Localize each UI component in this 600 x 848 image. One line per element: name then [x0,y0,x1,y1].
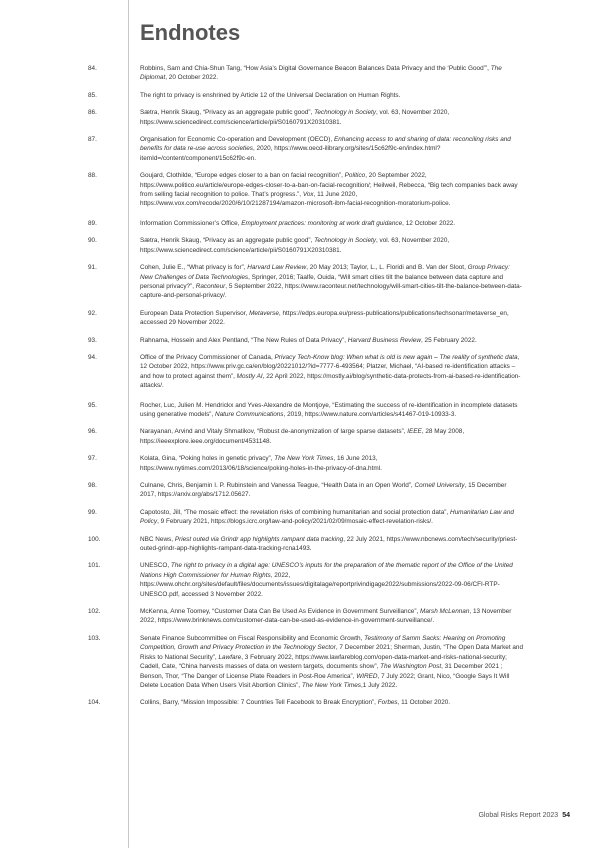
endnote-text [140,91,524,100]
endnote-number: 84. [88,65,97,72]
endnote-title-italic: Marsh McLennan [420,608,470,616]
endnote-text-segment: , 2019, https://www.nature.com/articles/s41467-019-10933-3. [283,410,457,418]
endnote-title-italic: Enhancing access to and sharing of data: reconciling risks and benefits for data re-use across societies [140,136,511,153]
endnote-title-italic: Forbes [377,699,398,707]
endnote-text-segment: , Springer, 2016; Taalfe, Ouida, “Will smart cities tilt the balance between data capture and personal privacy?”, [140,273,504,290]
endnote-text-segment: Information Commissioner’s Office, [140,219,242,227]
endnote-title-italic: Metaverse [249,309,279,317]
endnote-number: 96. [88,428,97,436]
endnote-text-segment: Goujard, Clothilde, “Europe edges closer to a ban on facial recognition”, [140,172,345,180]
endnote-item [88,263,524,301]
endnote-text-segment: , 7 July 2022; Grant, Nico, “Google Says It Will Delete Location Data When Users Visit Abortion Clinics”, [140,672,510,689]
endnote-text-segment: Cohen, Julie E., “What privacy is for”, [140,264,248,272]
endnote-text-segment: , 12 October 2022, https://www.priv.gc.ca/en/blog/20221012/?id=7777-6-493564; Platzer, Michael, “AI-based re-identification attacks – and how to protect against them”, [140,353,520,380]
endnote-item [88,607,524,626]
endnote-title-italic: Technology in Society [314,109,376,117]
endnote-number: 99. [88,508,97,516]
endnote-number: 103. [88,634,101,642]
endnote-text-segment: , 15 December 2017, https://arxiv.org/abs/1712.05627. [140,482,507,499]
endnote-title-italic: Employment practices: monitoring at work draft guidance [241,219,403,227]
endnote-text-segment: , 7 December 2021; Sherman, Justin, “The Open Data Market and Risks to National Security”, [140,644,524,661]
endnote-item [88,219,524,228]
endnote-text [140,535,524,554]
endnote-text-segment: , 9 February 2021, https://blogs.icrc.org/law-and-policy/2021/02/09/mosaic-effect-revelation-risks/. [157,518,433,526]
endnote-title-italic: Testimony of Samm Sacks: Hearing on Promoting Competition, Growth and Privacy Protection in the Technology Sector [140,634,506,652]
endnote-item [88,401,524,420]
endnote-title-italic: Mostly AI [236,372,263,380]
endnote-number: 97. [88,455,97,463]
endnote-item [88,236,524,255]
endnote-title-italic: The Diplomat [140,65,502,82]
endnote-title-italic: The right to privacy in a digital age: UNESCO’s inputs for the preparation of the thematic report of the Office of the United Nations High Commissioner for Human Rights [140,562,513,579]
endnote-text-segment: , 12 October 2022. [402,219,456,227]
endnote-text [140,698,524,707]
endnote-title-italic: Nature Communications [214,410,284,418]
endnote-text-segment: McKenna, Anne Toomey, “Customer Data Can Be Used As Evidence in Government Surveillance”, [140,608,421,616]
endnote-number: 91. [88,264,97,272]
endnote-text [140,135,524,163]
endnote-number: 93. [88,336,97,344]
endnote-text-segment: Office of the Privacy Commissioner of Canada, [140,353,275,361]
endnote-title-italic: Lawfare [218,653,242,661]
endnote-item [88,698,524,707]
endnote-title-italic: Privacy Tech-Know blog: When what is old is new again – The reality of synthetic data [274,353,518,361]
endnote-item [88,91,524,100]
endnote-item [88,108,524,127]
endnote-number: 95. [88,401,97,409]
endnote-item [88,508,524,527]
endnote-text [140,171,524,209]
endnote-text-segment: Organisation for Economic Co-operation and Development (OECD), [140,136,334,144]
endnote-text [140,508,524,527]
endnote-text-segment: , 20 May 2013; Taylor, L., L. Floridi and B. Van der Sloot, [306,264,468,272]
endnote-text-segment: Rocher, Luc, Julien M. Hendrickx and Yves-Alexandre de Montjoye, “Estimating the success of re-identification in incomplete datasets using generative models”, [140,401,518,418]
endnote-number: 92. [88,309,97,317]
endnote-number: 90. [88,237,97,245]
endnote-text-segment: Sætra, Henrik Skaug, “Privacy as an aggregate public good”, [140,109,315,117]
endnote-text-segment: , 11 June 2020, https://www.vox.com/recode/2020/6/10/21287194/amazon-microsoft-ibm-facial-recognition-moratorium-police. [140,191,451,208]
endnote-number: 88. [88,172,97,180]
endnote-title-italic: The New York Times [274,455,334,463]
endnote-number: 94. [88,353,97,361]
endnote-title-italic: Priest outed via Grindr app highlights rampant data tracking [174,535,344,543]
endnote-text-segment: , https://edps.europa.eu/press-publications/publications/techsonar/metaverse_en, accessed 29 November 2022. [140,309,509,327]
endnote-text-segment: Kolata, Gina, “Poking holes in genetic privacy”, [140,455,275,463]
endnote-text-segment: , 2020, https://www.oecd-ilibrary.org/sites/15c62f9c-en/index.html?itemId=/content/component/15c62f9c-en. [140,145,441,162]
endnotes-list [88,64,524,716]
endnote-text-segment: Culnane, Chris, Benjamin I. P. Rubinstein and Vanessa Teague, “Health Data in an Open World”, [140,482,415,489]
endnote-text [140,64,524,83]
endnote-text-segment: , 2022, https://www.ohchr.org/sites/default/files/documents/issues/digitalage/reportprivindigage2022/submissions/2022-09-06/CFI-RTP-UNESCO.pdf, accessed 3 November 2022. [140,571,500,598]
endnote-text-segment: Capotosto, Jill, “The mosaic effect: the revelation risks of combining humanitarian and social protection data”, [140,508,450,516]
endnote-title-italic: The New York Times [301,681,361,689]
endnote-text-segment: , 5 September 2022, https://www.raconteur.net/technology/will-smart-cities-tilt-the-balance-between-data-capture-and-personal-privacy/. [140,282,522,300]
page-number: 54 [562,812,570,819]
endnote-text [140,454,524,473]
endnote-number: 89. [88,219,97,227]
endnote-text-segment: , 13 November 2022, https://www.brinknews.com/customer-data-can-be-used-as-evidence-in-government-surveillance/. [140,608,512,625]
endnote-number: 87. [88,136,97,144]
endnote-text-segment: Rahnama, Hossein and Alex Pentland, “The New Rules of Data Privacy”, [140,336,348,344]
endnote-text [140,336,524,345]
endnote-text-segment: , 20 October 2022. [165,74,219,82]
endnote-item [88,135,524,163]
endnote-title-italic: Group Privacy: New Challenges of Data Technologies [140,264,510,281]
endnote-text-segment: ,1 July 2022. [361,681,398,689]
endnote-title-italic: The Washington Post [380,663,442,671]
endnote-item [88,353,524,391]
endnote-title-italic: Cornell University [414,482,465,489]
endnote-number: 98. [88,482,97,489]
page-footer [478,812,570,819]
endnote-text [140,219,524,228]
endnote-title-italic: Humanitarian Law and Policy [140,508,514,526]
endnote-item [88,171,524,209]
endnote-text-segment: , 22 July 2021, https://www.nbcnews.com/tech/security/priest-outed-grindr-app-highlights-rampant-data-tracking-rcna1493. [140,535,518,553]
endnote-title-italic: Politico [344,172,366,180]
endnote-text-segment: , 20 September 2022, https://www.politico.eu/article/europe-edges-closer-to-a-ban-on-facial-recognition/; Heilweil, Rebecca, “Big tech companies back away from selling facial recognition to police. That’s progress.”, [140,172,518,199]
endnote-text-segment: , 28 May 2008, https://ieeexplore.ieee.org/document/4531148. [140,428,465,445]
endnote-item [88,561,524,599]
endnote-text [140,401,524,420]
endnote-number: 86. [88,109,97,117]
endnote-text-segment: , 3 February 2022, https://www.lawfareblog.com/open-data-market-and-risks-national-security; Cadell, Cate, “China harvests masses of data on western targets, documents show”, [140,653,507,671]
endnote-item [88,535,524,554]
endnote-text-segment: European Data Protection Supervisor, [140,309,250,317]
endnote-text-segment: , 11 October 2020. [397,699,451,707]
endnote-number: 104. [88,699,101,707]
endnote-item [88,309,524,328]
report-name: Global Risks Report 2023 [478,812,559,819]
endnote-text-segment: , 25 February 2022. [420,336,477,344]
endnote-item [88,64,524,83]
endnote-text-segment: , vol. 63, November 2020, https://www.sciencedirect.com/science/article/pii/S0160791X20310381. [140,237,450,254]
endnote-item [88,481,524,500]
endnote-text [140,634,524,690]
endnote-title-italic: IEEE [407,428,422,436]
endnote-text [140,561,524,599]
endnote-text-segment: , 22 April 2022, https://mostly.ai/blog/synthetic-data-protects-from-ai-based-re-identification-attacks/. [140,372,521,390]
endnote-number: 102. [88,608,101,616]
endnote-text [140,108,524,127]
endnote-text-segment: Sætra, Henrik Skaug, “Privacy as an aggregate public good”, [140,237,315,245]
endnote-title-italic: Raconteur [195,282,226,290]
endnote-item [88,427,524,446]
endnote-title-italic: Vox [302,191,314,199]
endnote-number: 101. [88,562,101,570]
endnote-title-italic: WIRED [356,672,378,680]
endnote-text [140,236,524,255]
endnote-text-segment: The right to privacy is enshrined by Article 12 of the Universal Declaration on Human Rights. [140,91,401,99]
endnote-text-segment: Senate Finance Subcommittee on Fiscal Responsibility and Economic Growth, [140,634,365,642]
endnote-text-segment: , 16 June 2013, https://www.nytimes.com/2013/06/18/science/poking-holes-in-the-privacy-of-dna.html. [140,455,382,472]
page-title: Endnotes [140,20,241,45]
endnote-title-italic: Technology in Society [314,237,376,245]
endnote-text-segment: Narayanan, Arvind and Vitaly Shmatikov, “Robust de-anonymization of large sparse datasets”, [140,428,408,436]
endnote-text [140,607,524,626]
endnote-text-segment: UNESCO, [140,562,171,570]
endnote-title-italic: Harvard Business Review [347,336,421,344]
endnote-text-segment: NBC News, [140,535,175,543]
endnote-item [88,336,524,345]
endnote-text-segment: Collins, Barry, “Mission Impossible: 7 Countries Tell Facebook to Break Encryption”, [140,699,378,707]
endnote-item [88,634,524,690]
endnote-text-segment: , vol. 63, November 2020, https://www.sciencedirect.com/science/article/pii/S0160791X20310381. [140,109,450,126]
endnote-number: 85. [88,91,97,99]
endnote-number: 100. [88,535,101,543]
endnote-item [88,454,524,473]
endnote-text [140,309,524,328]
endnote-text [140,481,524,500]
endnote-text-segment: , 31 December 2021 ; Benson, Thor, “The Danger of License Plate Readers in Post-Roe America”, [140,663,503,680]
endnote-text-segment: Robbins, Sam and Chia-Shun Tang, “How Asia’s Digital Governance Beacon Balances Data Privacy and the ‘Public Good’”, [140,65,491,72]
endnote-title-italic: Harvard Law Review [247,264,307,272]
endnote-text [140,427,524,446]
endnote-text [140,263,524,301]
endnote-text [140,353,524,391]
